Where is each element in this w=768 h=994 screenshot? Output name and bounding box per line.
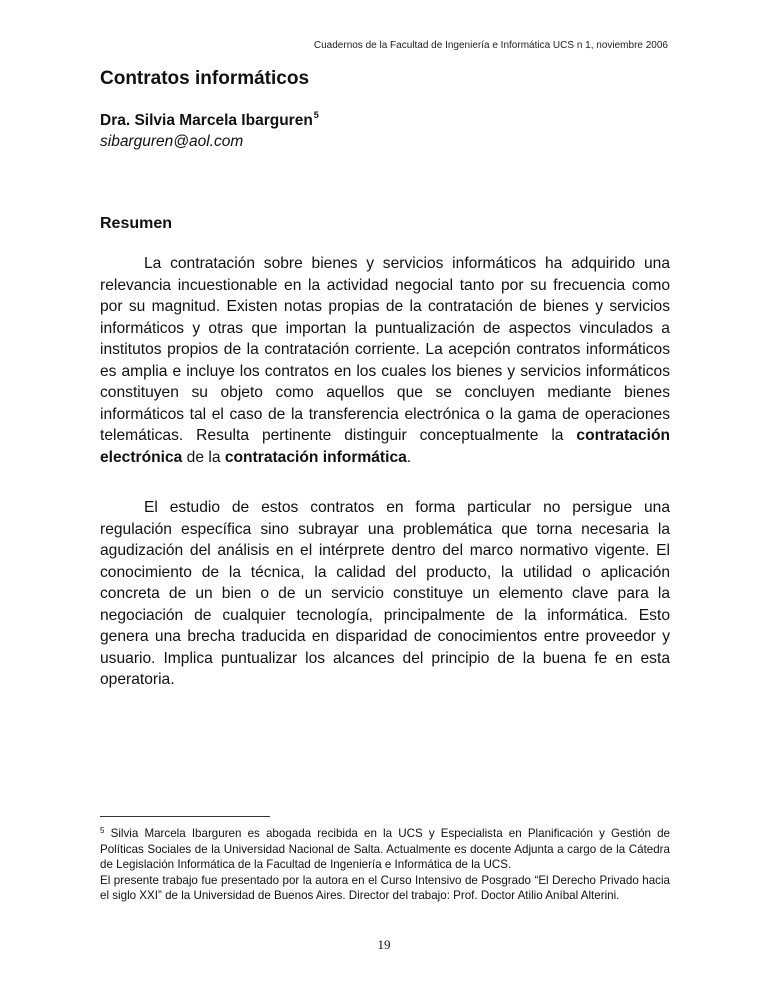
author-line: [100, 110, 319, 130]
running-header: Cuadernos de la Facultad de Ingeniería e Informática UCS n 1, noviembre 2006: [313, 40, 668, 51]
author-footnote-mark[interactable]: 5: [313, 110, 319, 120]
abstract-p1-mid: de la: [182, 448, 225, 466]
footnote-mark: 5: [100, 826, 105, 835]
footnote-line-1: [100, 823, 670, 873]
article-title: Contratos informáticos: [100, 68, 310, 89]
abstract-p1-text: La contratación sobre bienes y servicios informáticos ha adquirido una relevancia incuestionable en la actividad negocial tanto por su frecuencia como por su magnitud. Existen notas propias de la contratación de bienes y servicios informáticos y otras que importan la puntualización de aspectos vinculados a institutos propios de la contratación corriente. La acepción contratos informáticos es amplia e incluye los contratos en los cuales los bienes y servicios informáticos constituyen su objeto como aquellos que se concluyen mediante bienes informáticos tal el caso de la transferencia electrónica o la gama de operaciones telemáticas. Resulta pertinente distinguir conceptualmente la: [100, 255, 670, 444]
abstract-heading: Resumen: [100, 215, 173, 232]
page-number: 19: [377, 937, 391, 952]
abstract-p1-end: .: [406, 448, 412, 466]
abstract-paragraph-2: [100, 497, 670, 691]
author-name: Dra. Silvia Marcela Ibarguren: [100, 112, 313, 129]
footnote-line-2: El presente trabajo fue presentado por la autora en el Curso Intensivo de Posgrado “El Derecho Privado hacia el siglo XXI” de la Universidad de Buenos Aires. Director del trabajo: Prof. Doctor Atilio Aníbal Alterini.: [100, 873, 670, 903]
author-email[interactable]: sibarguren@aol.com: [100, 133, 244, 150]
abstract-p2-text: El estudio de estos contratos en forma particular no persigue una regulación específica sino subrayar una problemática que torna necesaria la agudización del análisis en el intérprete dentro del marco normativo vigente. El conocimiento de la técnica, la calidad del producto, la utilidad o aplicación concreta de un bien o de un servicio constituye un elemento clave para la negociación de cualquier tecnología, principalmente de la informática. Esto genera una brecha traducida en disparidad de conocimientos entre proveedor y usuario. Implica puntualizar los alcances del principio de la buena fe en esta operatoria.: [100, 499, 670, 688]
footnote-separator: [100, 816, 270, 817]
abstract-paragraph-1: [100, 253, 670, 468]
bold-term-informatica: contratación informática: [224, 448, 407, 466]
footnote: [100, 823, 670, 904]
bold-term-electronica: contratación electrónica: [100, 427, 670, 466]
footnote-text-1: Silvia Marcela Ibarguren es abogada recibida en la UCS y Especialista en Planificación y Gestión de Políticas Sociales de la Universidad Nacional de Salta. Actualmente es docente Adjunta a cargo de la Cátedra de Legislación Informática de la Facultad de Ingeniería e Informática de la UCS.: [100, 827, 670, 872]
